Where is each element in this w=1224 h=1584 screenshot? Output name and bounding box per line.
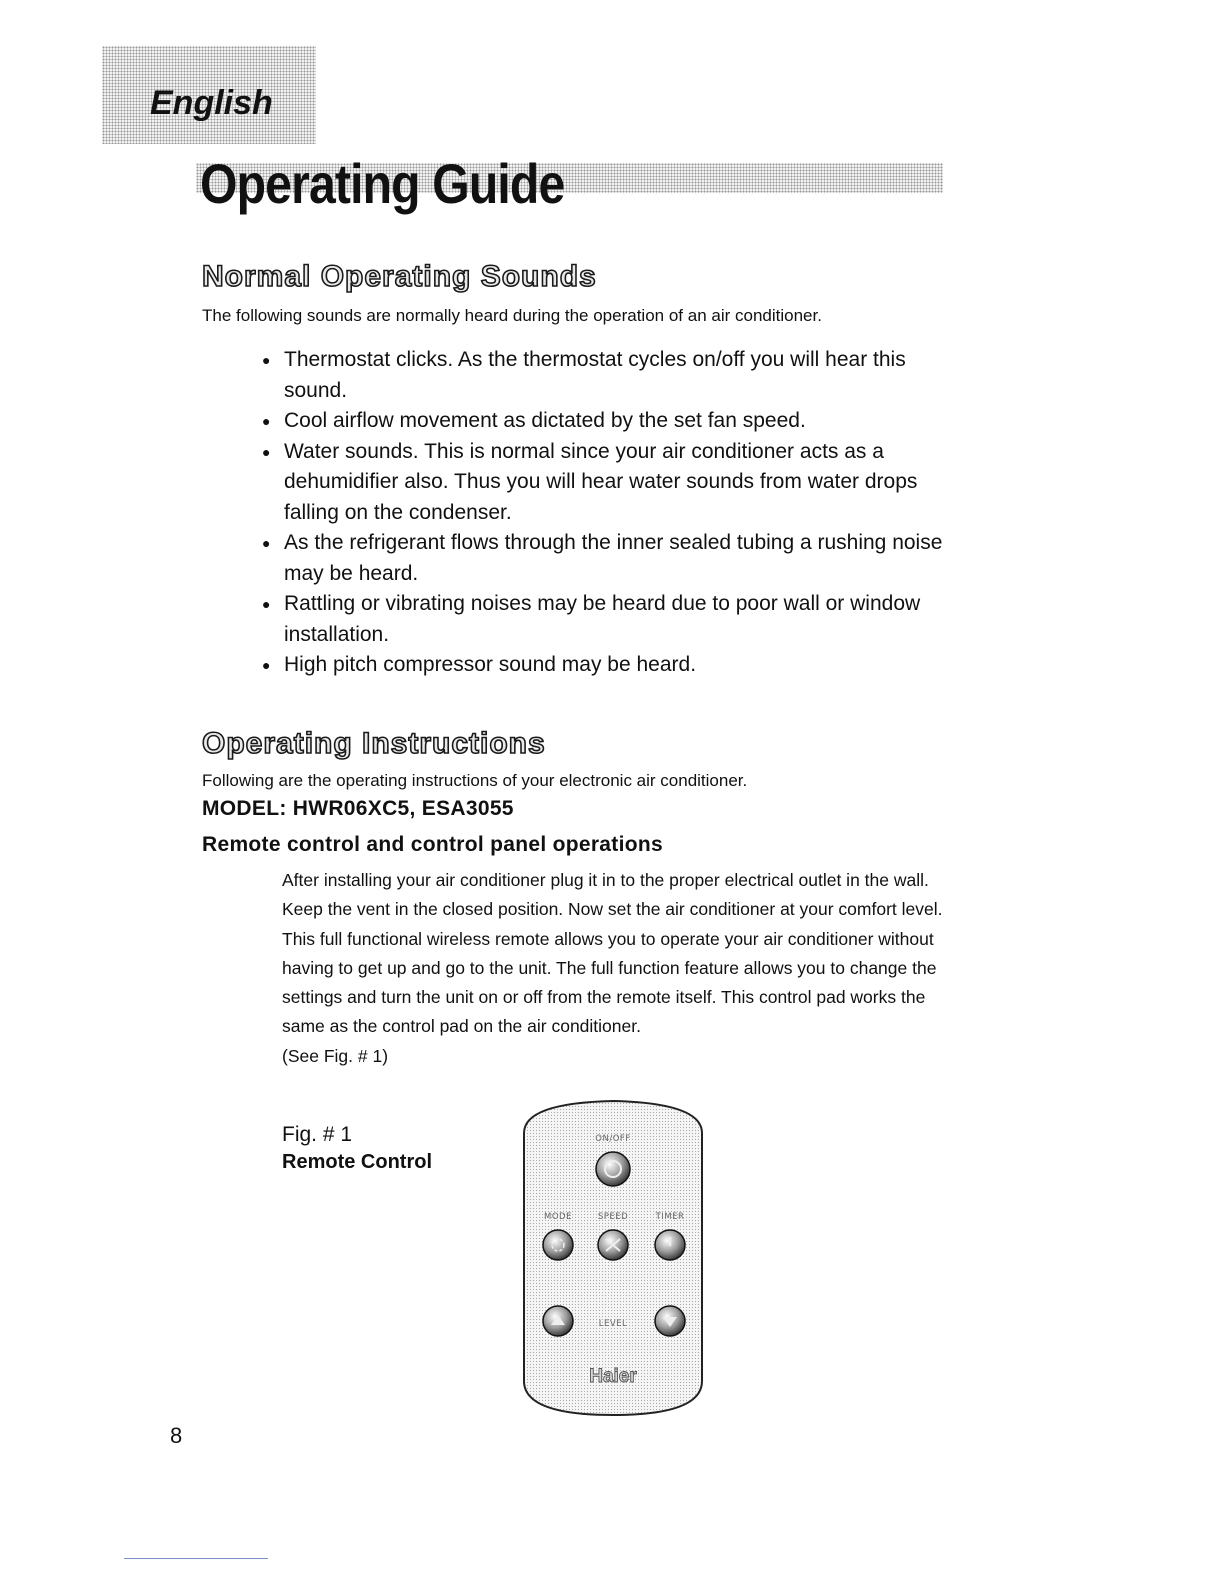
- normal-sounds-intro: The following sounds are normally heard during the operation of an air conditioner.: [202, 306, 822, 325]
- level-down-button: [655, 1306, 685, 1336]
- list-item: [258, 528, 948, 589]
- operating-instructions-heading: Operating Instructions: [202, 727, 546, 760]
- bullet-icon: ●: [262, 535, 271, 551]
- list-item: [258, 589, 948, 650]
- bullet-icon: ●: [262, 443, 271, 460]
- list-item-text: Rattling or vibrating noises may be heard due to poor wall or window installation.: [284, 592, 921, 646]
- bullet-icon: ●: [262, 657, 271, 673]
- remote-subheading: Remote control and control panel operations: [202, 833, 663, 856]
- level-label: LEVEL: [598, 1319, 628, 1329]
- timer-label: TIMER: [655, 1212, 685, 1222]
- figure-name: Remote Control: [282, 1151, 432, 1173]
- brand-logo: Haier: [589, 1366, 637, 1387]
- on-off-label: ON/OFF: [595, 1134, 631, 1144]
- operating-instructions-intro: Following are the operating instructions of your electronic air conditioner.: [202, 771, 748, 790]
- remote-paragraph: [282, 866, 950, 1071]
- bullet-icon: ●: [262, 596, 271, 612]
- language-label: English: [150, 84, 273, 122]
- list-item-text: High pitch compressor sound may be heard.: [284, 653, 697, 676]
- list-item-text: Thermostat clicks. As the thermostat cycles on/off you will hear this sound.: [284, 348, 906, 402]
- level-up-button: [543, 1306, 573, 1336]
- figure-caption: Fig. # 1: [282, 1123, 353, 1146]
- speed-label: SPEED: [597, 1212, 629, 1222]
- page-title: Operating Guide: [200, 152, 565, 215]
- list-item-text: Water sounds. This is normal since your air conditioner acts as a dehumidifier also. Thus you will hear water sounds from water drops falling on the condenser.: [284, 439, 918, 524]
- speed-button: [598, 1230, 628, 1260]
- remote-paragraph-text: After installing your air conditioner plug it in to the proper electrical outlet in the wall. Keep the vent in the closed position. Now set the air conditioner at your comfort level. This full functional wireless remote allows you to operate your air conditioner without having to get up and go to the unit. The full function feature allows you to change the settings and turn the unit on or off from the remote itself. This control pad works the same as the control pad on the air conditioner.: [282, 870, 943, 1037]
- list-item: [258, 406, 948, 437]
- bullet-icon: ●: [262, 352, 271, 368]
- see-fig-reference: (See Fig. # 1): [282, 1045, 389, 1066]
- timer-button: [655, 1230, 685, 1260]
- list-item: [258, 345, 948, 406]
- list-item-text: Cool airflow movement as dictated by the set fan speed.: [284, 409, 806, 432]
- list-item-text: As the refrigerant flows through the inner sealed tubing a rushing noise may be heard.: [284, 531, 943, 585]
- normal-sounds-heading: Normal Operating Sounds: [202, 260, 597, 293]
- mode-button: [543, 1230, 573, 1260]
- remote-control-illustration: [520, 1099, 706, 1417]
- power-button: [596, 1152, 630, 1186]
- list-item: [258, 650, 948, 681]
- page-number: 8: [170, 1423, 183, 1448]
- bullet-icon: ●: [262, 413, 271, 429]
- model-line: MODEL: HWR06XC5, ESA3055: [202, 797, 514, 820]
- mode-label: MODE: [544, 1212, 572, 1222]
- footer-rule: [124, 1558, 268, 1559]
- list-item: [258, 437, 948, 529]
- sounds-list: [258, 345, 948, 681]
